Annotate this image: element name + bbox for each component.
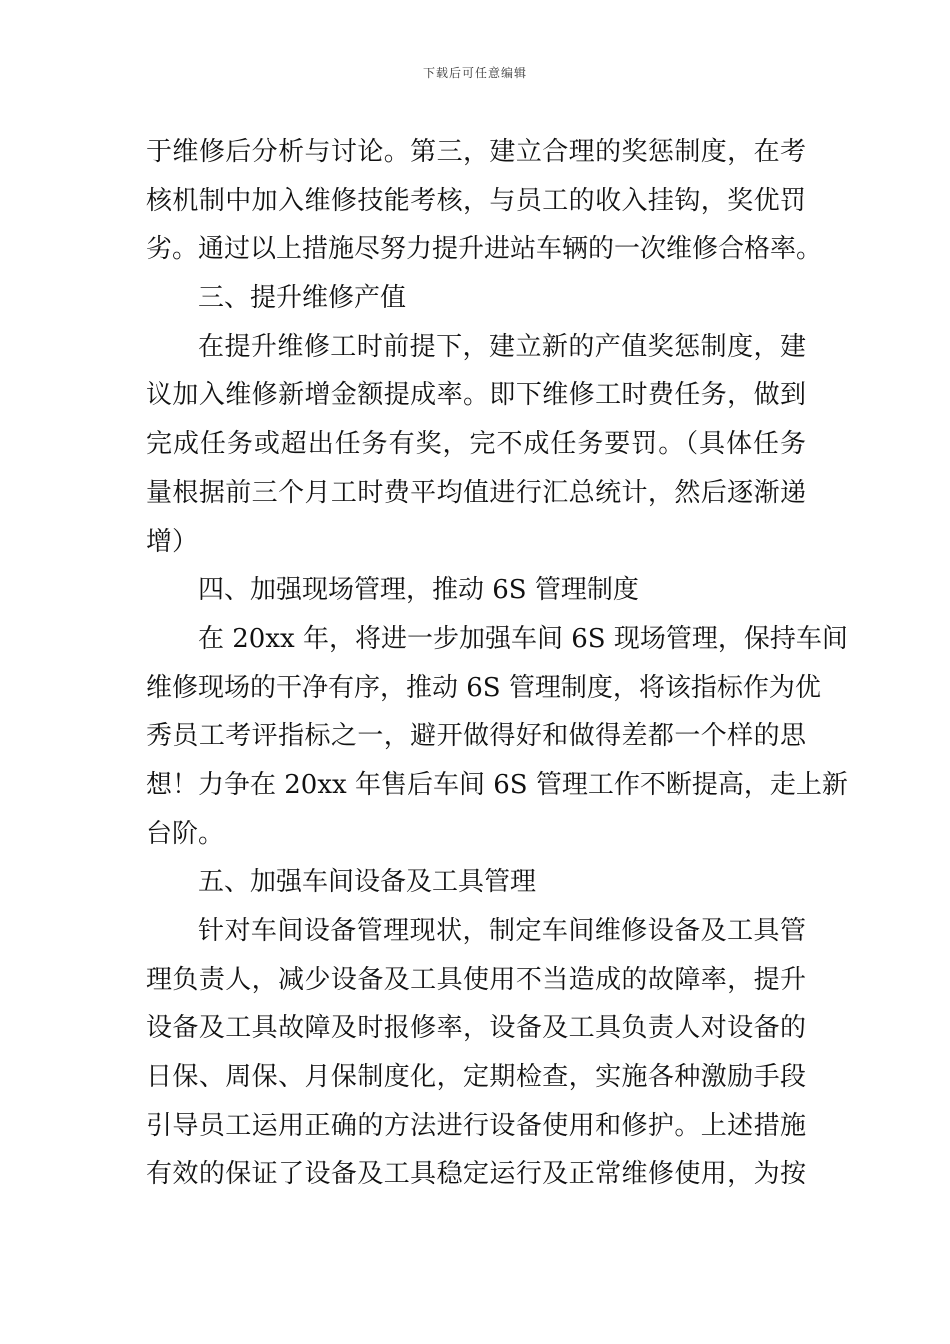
section-heading: 三、提升维修产值: [198, 283, 407, 314]
text-line: 设备及工具故障及时报修率，设备及工具负责人对设备的: [146, 1013, 806, 1044]
text-line: 核机制中加入维修技能考核，与员工的收入挂钩，奖优罚: [146, 185, 806, 216]
text-line: 劣。通过以上措施尽努力提升进站车辆的一次维修合格率。: [146, 234, 823, 265]
text-line: 完成任务或超出任务有奖，完不成任务要罚。（具体任务: [146, 429, 806, 460]
text-line: 维修现场的干净有序，推动 6S 管理制度，将该指标作为优: [146, 672, 821, 703]
document-body: [146, 128, 848, 1199]
page-header-note: 下载后可任意编辑: [422, 66, 527, 80]
text-line: 日保、周保、月保制度化，定期检查，实施各种激励手段: [146, 1062, 806, 1093]
text-line: 秀员工考评指标之一，避开做得好和做得差都一个样的思: [146, 721, 806, 752]
section-heading: 四、加强现场管理，推动 6S 管理制度: [198, 575, 639, 606]
text-line: 在 20xx 年，将进一步加强车间 6S 现场管理，保持车间: [198, 623, 848, 654]
text-line: 增）: [146, 526, 199, 557]
text-line: 想！力争在 20xx 年售后车间 6S 管理工作不断提高，走上新: [146, 769, 848, 800]
text-line: 台阶。: [146, 818, 225, 849]
text-line: 有效的保证了设备及工具稳定运行及正常维修使用，为按: [146, 1159, 806, 1190]
text-line: 议加入维修新增金额提成率。即下维修工时费任务，做到: [146, 380, 806, 411]
section-heading: 五、加强车间设备及工具管理: [198, 867, 537, 898]
text-line: 针对车间设备管理现状，制定车间维修设备及工具管: [198, 916, 806, 946]
text-line: 在提升维修工时前提下，建立新的产值奖惩制度，建: [198, 331, 806, 362]
text-line: 量根据前三个月工时费平均值进行汇总统计，然后逐渐递: [146, 477, 806, 508]
text-line: 于维修后分析与讨论。第三，建立合理的奖惩制度，在考: [146, 137, 806, 167]
text-line: 理负责人，减少设备及工具使用不当造成的故障率，提升: [146, 964, 806, 995]
text-line: 引导员工运用正确的方法进行设备使用和修护。上述措施: [146, 1110, 806, 1141]
